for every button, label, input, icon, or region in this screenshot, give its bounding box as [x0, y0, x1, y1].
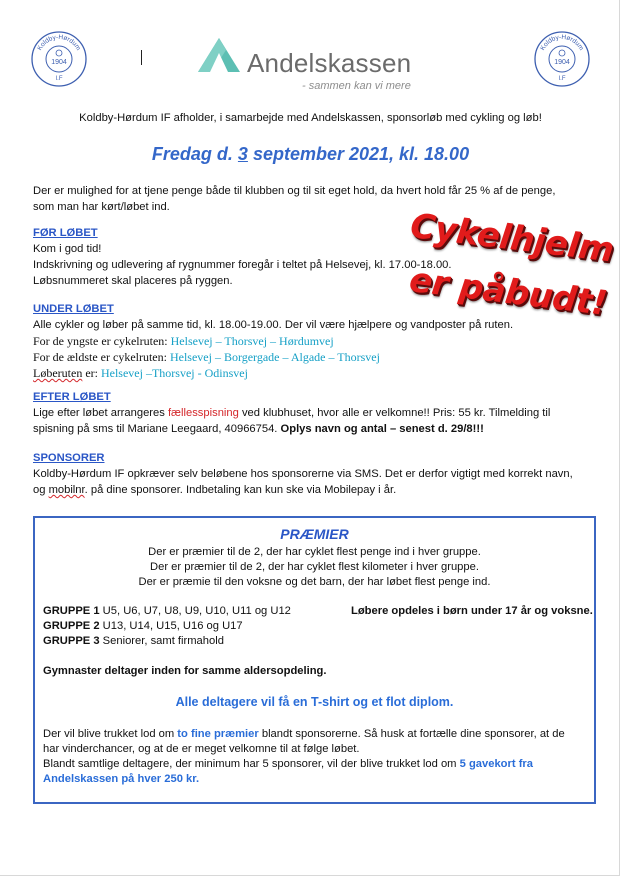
- before-text: Kom i god tid! Indskrivning og udlevering af rygnummer foregår i teltet på Helsevej, kl. 17.00-18.00. Løbsnummeret skal placeres på ryggen.: [33, 243, 452, 287]
- gymnasts-note: Gymnaster deltager inden for samme aldersopdeling.: [43, 665, 327, 677]
- svg-text:Koldby-Hørdum: Koldby-Hørdum: [539, 33, 585, 52]
- svg-text:1904: 1904: [554, 59, 570, 66]
- section-heading-before: FØR LØBET: [33, 227, 98, 239]
- tshirt-note: Alle deltagere vil få en T-shirt og et flot diplom.: [175, 695, 454, 709]
- andelskassen-logo-icon: [196, 36, 242, 74]
- text-cursor: [141, 50, 142, 65]
- section-heading-sponsors: SPONSORER: [33, 452, 105, 464]
- group-1: GRUPPE 1 U5, U6, U7, U8, U9, U10, U11 og U12: [43, 605, 291, 617]
- brand-tagline: - sammen kan vi mere: [302, 80, 411, 92]
- event-date: Fredag d. 3 september 2021, kl. 18.00: [151, 144, 470, 164]
- svg-text:I.F: I.F: [55, 76, 63, 82]
- draw-line-3: Blandt samtlige deltagere, der minimum har 5 sponsorer, vil der blive trukket lod om 5 gavekort fra: [43, 758, 533, 770]
- group-3: GRUPPE 3 Seniorer, samt firmahold: [43, 635, 224, 647]
- svg-text:1904: 1904: [51, 59, 67, 66]
- runners-note: Løbere opdeles i børn under 17 år og voksne.: [351, 605, 593, 617]
- svg-text:I.F: I.F: [558, 76, 566, 82]
- intro-line: Koldby-Hørdum IF afholder, i samarbejde med Andelskassen, sponsorløb med cykling og løb!: [79, 112, 542, 124]
- helmet-stamp-line2: er påbudt!: [407, 260, 610, 324]
- sponsors-text: Koldby-Hørdum IF opkræver selv beløbene hos sponsorerne via SMS. Det er derfor vigtigt med korrekt navn, og mobilnr. på dine sponsorer. Indbetaling kan kun ske via Mobilepay i år.: [33, 468, 573, 496]
- prize-line: Der er præmie til den voksne og det barn, der har løbet flest penge ind.: [138, 576, 491, 588]
- prize-line: Der er præmier til de 2, der har cyklet flest penge ind i hver gruppe.: [148, 546, 481, 558]
- section-heading-after: EFTER LØBET: [33, 391, 111, 403]
- during-text: Alle cykler og løber på samme tid, kl. 18.00-19.00. Der vil være hjælpere og vandposter på ruten. For de yngste er cykelruten: Helsevej – Thorsvej – Hørdumvej For de ældste er cykelruten: Helsevej – Borgergade – Algade – Thorsvej Løberuten er: Helsevej –Thorsvej - Odinsvej: [33, 319, 514, 380]
- after-text: Lige efter løbet arrangeres fællesspisning ved klubhuset, hvor alle er velkomne!! Pris: 55 kr. Tilmelding til spisning på sms til Mariane Leegaard, 40966754. Oplys navn og antal – senest d. 29/8!!!: [33, 407, 551, 435]
- brand-name: Andelskassen: [247, 48, 412, 78]
- section-heading-during: UNDER LØBET: [33, 303, 114, 315]
- prize-line: Der er præmier til de 2, der har cyklet flest kilometer i hver gruppe.: [150, 561, 479, 573]
- prizes-title: PRÆMIER: [280, 526, 349, 542]
- svg-text:Koldby-Hørdum: Koldby-Hørdum: [36, 33, 82, 52]
- draw-line-4: Andelskassen på hver 250 kr.: [43, 773, 200, 785]
- helmet-stamp-line1: Cykelhjelm: [408, 206, 616, 271]
- seal-right-icon: [533, 30, 591, 88]
- prizes-box: [33, 516, 596, 804]
- group-2: GRUPPE 2 U13, U14, U15, U16 og U17: [43, 620, 243, 632]
- seal-left-icon: [30, 30, 88, 88]
- opening-paragraph: Der er mulighed for at tjene penge både til klubben og til sit eget hold, da hvert hold får 25 % af de penge, som man har kørt/løbet ind.: [33, 185, 556, 213]
- draw-line-2: har vinderchancer, og at de er meget velkomne til at følge løbet.: [43, 743, 360, 755]
- andelskassen-logo: [196, 34, 436, 104]
- draw-line-1: Der vil blive trukket lod om to fine præmier blandt sponsorerne. Så husk at fortælle dine sponsorer, at de: [43, 728, 565, 740]
